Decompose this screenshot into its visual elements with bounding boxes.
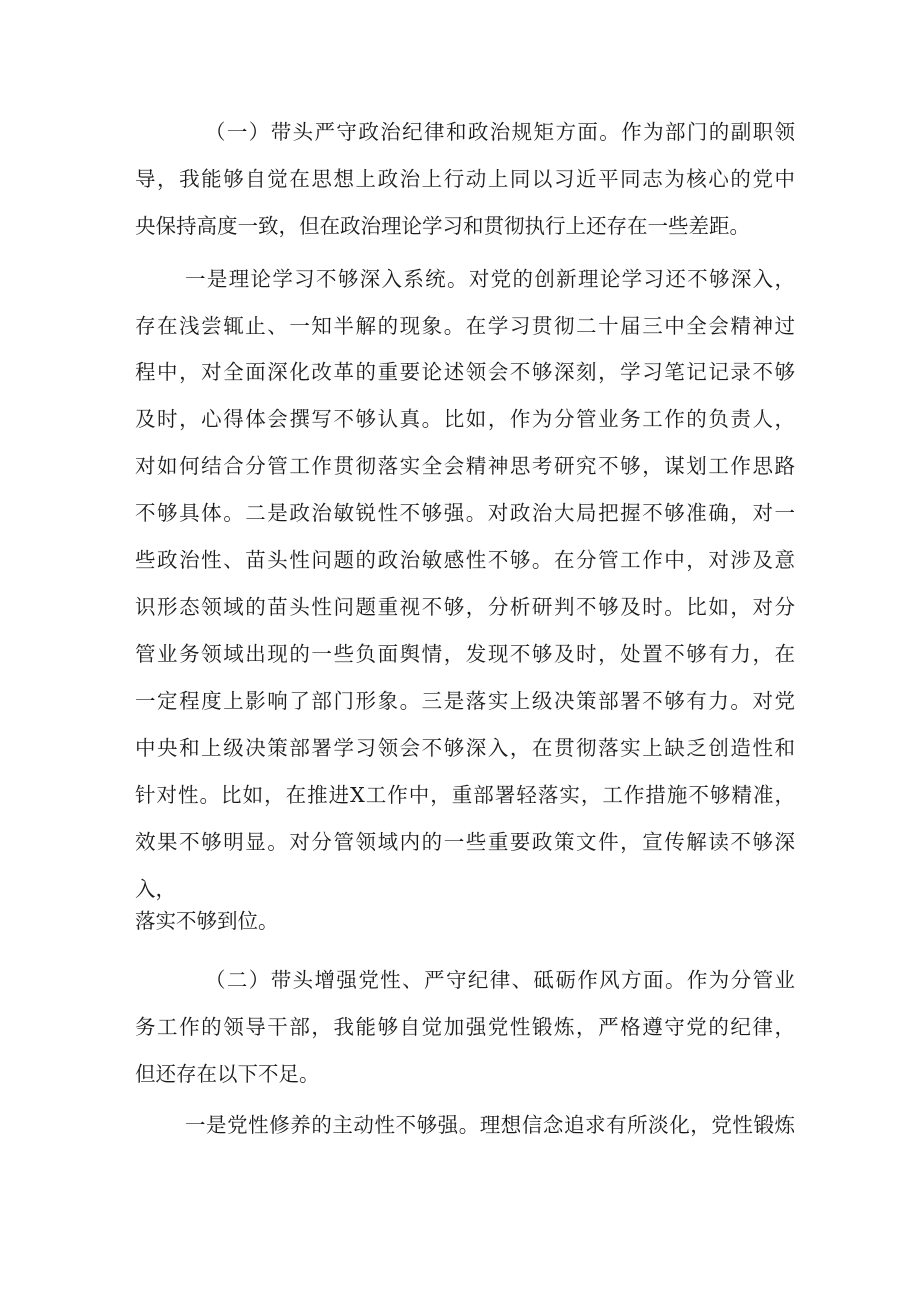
section1-body-line-4: 及时，心得体会撰写不够认真。比如，作为分管业务工作的负责人， [135, 407, 795, 431]
section1-body-line-9: 管业务领域出现的一些负面舆情，发现不够及时，处置不够有力，在 [135, 642, 795, 666]
section1-body-line-14: 入， [135, 877, 176, 901]
section1-body-line-3: 程中，对全面深化改革的重要论述领会不够深刻，学习笔记记录不够 [135, 360, 795, 384]
section2-line-1: （二）带头增强党性、严守纪律、砥砺作风方面。作为分管业 [205, 968, 795, 992]
section1-body-line-11: 中央和上级决策部署学习领会不够深入，在贯彻落实上缺乏创造性和 [135, 736, 795, 760]
section1-body-line-13: 效果不够明显。对分管领域内的一些重要政策文件，宣传解读不够深 [135, 830, 795, 854]
section2-body-line-1: 一是党性修养的主动性不够强。理想信念追求有所淡化，党性锻炼 [185, 1113, 795, 1137]
section1-body-line-2: 存在浅尝辄止、一知半解的现象。在学习贯彻二十届三中全会精神过 [135, 314, 795, 338]
section1-body-line-6: 不够具体。二是政治敏锐性不够强。对政治大局把握不够准确，对一 [135, 501, 795, 525]
section1-body-line-12: 针对性。比如，在推进X工作中，重部署轻落实，工作措施不够精准， [135, 783, 795, 807]
section2-line-2: 务工作的领导干部，我能够自觉加强党性锻炼，严格遵守党的纪律， [135, 1015, 795, 1039]
section1-body-line-10: 一定程度上影响了部门形象。三是落实上级决策部署不够有力。对党 [135, 689, 795, 713]
section1-line-1: （一）带头严守政治纪律和政治规矩方面。作为部门的副职领 [205, 120, 795, 144]
section1-body-line-15: 落实不够到位。 [135, 909, 279, 933]
section1-line-2: 导，我能够自觉在思想上政治上行动上同以习近平同志为核心的党中 [135, 167, 795, 191]
section2-line-3: 但还存在以下不足。 [135, 1062, 320, 1086]
section1-body-line-7: 些政治性、苗头性问题的政治敏感性不够。在分管工作中，对涉及意 [135, 548, 795, 572]
section1-body-line-8: 识形态领域的苗头性问题重视不够，分析研判不够及时。比如，对分 [135, 595, 795, 619]
section1-body-line-1: 一是理论学习不够深入系统。对党的创新理论学习还不够深入， [185, 267, 795, 291]
section1-line-3: 央保持高度一致，但在政治理论学习和贯彻执行上还存在一些差距。 [135, 214, 750, 238]
section1-body-line-5: 对如何结合分管工作贯彻落实全会精神思考研究不够，谋划工作思路 [135, 454, 795, 478]
